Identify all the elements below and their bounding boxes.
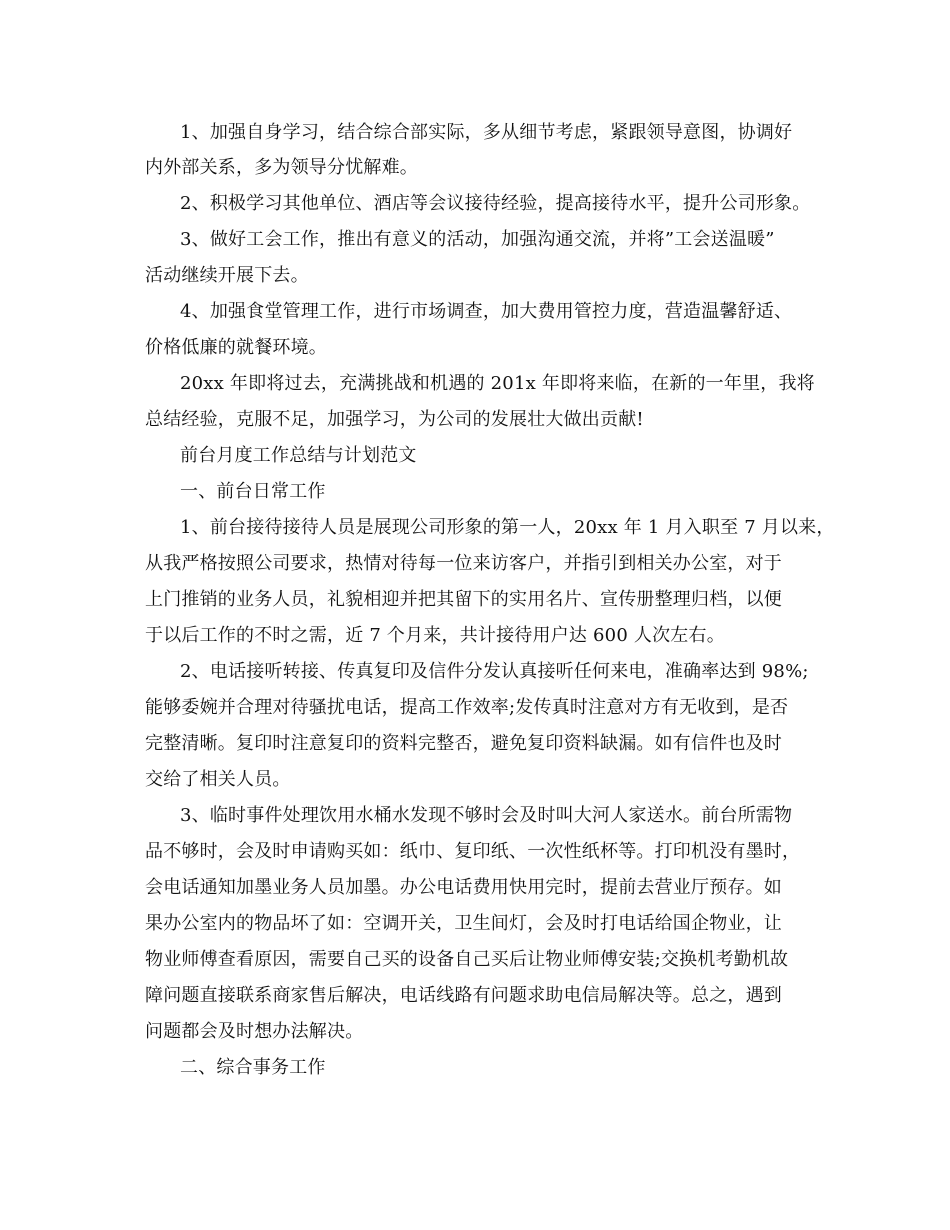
paragraph-line: 能够委婉并合理对待骚扰电话，提高工作效率;发传真时注意对方有无收到，是否 [145,697,789,718]
paragraph-line: 1、前台接待接待人员是展现公司形象的第一人，20xx 年 1 月入职至 7 月以来， [180,517,835,538]
paragraph-line: 障问题直接联系商家售后解决，电话线路有问题求助电信局解决等。总之，遇到 [145,985,782,1006]
paragraph-line: 于以后工作的不时之需，近 7 个月来，共计接待用户达 600 人次左右。 [145,625,725,646]
paragraph-line: 问题都会及时想办法解决。 [145,1021,364,1042]
paragraph-line: 活动继续开展下去。 [145,265,309,286]
paragraph-line: 20xx 年即将过去，充满挑战和机遇的 201x 年即将来临，在新的一年里，我将 [180,373,815,394]
paragraph-line: 物业师傅查看原因，需要自己买的设备自己买后让物业师傅安装;交换机考勤机故 [145,949,789,970]
paragraph-line: 上门推销的业务人员，礼貌相迎并把其留下的实用名片、宣传册整理归档，以便 [145,589,782,610]
section-heading: 一、前台日常工作 [180,481,326,502]
paragraph-line: 2、积极学习其他单位、酒店等会议接待经验，提高接待水平，提升公司形象。 [180,193,811,214]
paragraph-line: 从我严格按照公司要求，热情对待每一位来访客户，并指引到相关办公室，对于 [145,553,782,574]
paragraph-line: 3、做好工会工作，推出有意义的活动，加强沟通交流，并将”工会送温暖” [180,229,775,250]
paragraph-line: 品不够时，会及时申请购买如：纸巾、复印纸、一次性纸杯等。打印机没有墨时， [145,841,801,862]
paragraph-line: 总结经验，克服不足，加强学习，为公司的发展壮大做出贡献! [145,409,644,430]
section-heading: 二、综合事务工作 [180,1057,326,1078]
paragraph-line: 交给了相关人员。 [145,769,291,790]
paragraph-line: 会电话通知加墨业务人员加墨。办公电话费用快用完时，提前去营业厅预存。如 [145,877,782,898]
paragraph-line: 完整清晰。复印时注意复印的资料完整否，避免复印资料缺漏。如有信件也及时 [145,733,782,754]
paragraph-line: 内外部关系，多为领导分忧解难。 [145,157,418,178]
paragraph-line: 果办公室内的物品坏了如：空调开关，卫生间灯，会及时打电话给国企物业，让 [145,913,782,934]
paragraph-line: 2、电话接听转接、传真复印及信件分发认真接听任何来电，准确率达到 98%; [180,661,809,682]
paragraph-line: 1、加强自身学习，结合综合部实际，多从细节考虑，紧跟领导意图，协调好 [180,122,793,143]
paragraph-line: 4、加强食堂管理工作，进行市场调查，加大费用管控力度，营造温馨舒适、 [180,301,793,322]
paragraph-line: 价格低廉的就餐环境。 [145,337,327,358]
paragraph-line: 3、临时事件处理饮用水桶水发现不够时会及时叫大河人家送水。前台所需物 [180,805,793,826]
section-title: 前台月度工作总结与计划范文 [180,445,417,466]
